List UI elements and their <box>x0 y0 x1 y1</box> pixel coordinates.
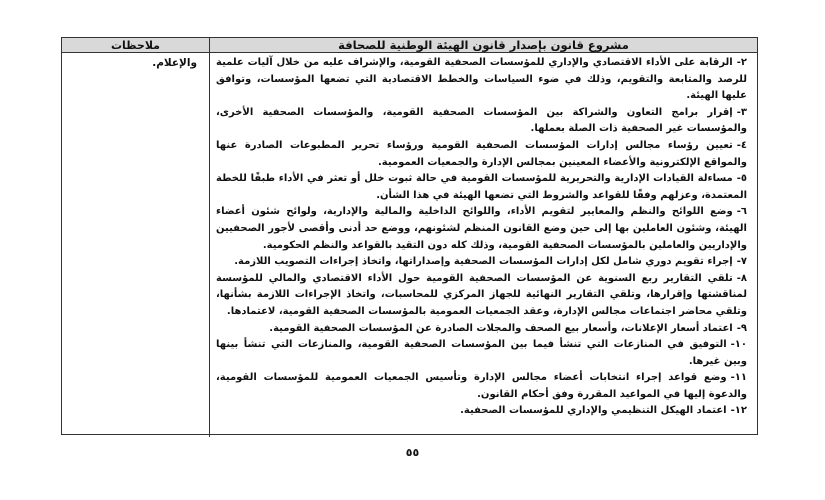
list-item <box>216 271 747 321</box>
item-number: ٤- <box>736 139 747 151</box>
document-table <box>61 37 758 435</box>
list-item <box>216 403 747 420</box>
list-item <box>216 204 747 254</box>
list-item <box>216 138 747 171</box>
item-number: ٧- <box>736 256 747 268</box>
list-item <box>216 370 747 403</box>
item-text: إجراء تقويم دوري شامل لكل إدارات المؤسسات الصحفية وإصداراتها، واتخاذ إجراءات التصويب اللازمة. <box>234 256 733 268</box>
notes-column-header: ملاحظات <box>62 38 210 52</box>
item-number: ١١- <box>730 372 747 384</box>
item-text: الرقابة على الأداء الاقتصادي والإداري للمؤسسات الصحفية القومية، والإشراف عليه من خلال آليات علمية للرصد والمتابعة والتقويم، وذلك في ضوء السياسات والخطط الاقتصادية التي تضعها المؤسسات، وتوافق عليها الهيئة. <box>216 57 747 102</box>
list-item <box>216 254 747 271</box>
item-number: ٢- <box>736 57 747 68</box>
item-text: وضع اللوائح والنظم والمعايير لتقويم الأداء، واللوائح الداخلية والمالية والإدارية، ولوائح شئون أعضاء الهيئة، وشئون العاملين بها إلى حين وضع القانون المنظم لشئونهم، ووضع حد أدنى وأقصى لأجور الصحفيين والإداريين والعاملين بالمؤسسات الصحفية القومية، وذلك كله دون التقيد بالقواعد والنظم الحكومية. <box>216 206 747 251</box>
item-text: تعيين رؤساء مجالس إدارات المؤسسات الصحفية القومية ورؤساء تحرير المطبوعات الصادرة عنها والمواقع الإلكترونية والأعضاء المعينين بمجالس الإدارة والجمعيات العمومية. <box>216 139 747 168</box>
item-number: ٣- <box>736 106 747 118</box>
item-text: اعتماد الهيكل التنظيمي والإداري للمؤسسات الصحفية. <box>460 405 727 417</box>
item-number: ٦- <box>736 206 747 218</box>
item-text: التوفيق في المنازعات التي تنشأ فيما بين المؤسسات الصحفية القومية، والمنازعات التي تنشأ بينها وبين غيرها. <box>216 339 747 367</box>
item-text: اعتماد أسعار الإعلانات، وأسعار بيع الصحف والمجلات الصادرة عن المؤسسات الصحفية القومية. <box>269 322 733 334</box>
list-item <box>216 171 747 204</box>
item-text: إقرار برامج التعاون والشراكة بين المؤسسات الصحفية القومية، والمؤسسات الصحفية الأخرى، والمؤسسات غير الصحفية ذات الصلة بعملها. <box>216 106 747 135</box>
list-item <box>216 321 747 338</box>
item-number: ١٠- <box>730 339 747 351</box>
list-item <box>216 55 747 105</box>
notes-cell: والإعلام. <box>62 53 210 437</box>
item-number: ٥- <box>736 173 747 185</box>
item-text: وضع قواعد إجراء انتخابات أعضاء مجالس الإدارة وتأسيس الجمعيات العمومية للمؤسسات القومية، والدعوة إليها في المواعيد المقررة وفق أحكام القانون. <box>216 372 747 400</box>
table-header-row <box>62 38 757 53</box>
item-number: ١٢- <box>730 405 747 417</box>
main-content-cell <box>210 53 757 437</box>
item-number: ٩- <box>736 322 747 334</box>
item-text: مساءلة القيادات الإدارية والتحريرية للمؤسسات القومية في حالة ثبوت خلل أو تعثر في الأداء طبقًا للخطة المعتمدة، وعزلهم وفقًا للقواعد والشروط التي تضعها الهيئة في هذا الشأن. <box>216 173 747 201</box>
item-text: تلقي التقارير ربع السنوية عن المؤسسات الصحفية القومية حول الأداء الاقتصادي والمالي للمؤسسة لمناقشتها وإقرارها، وتلقي التقارير النهائية للجهاز المركزي للمحاسبات، واتخاذ الإجراءات اللازمة بشأنها، وتلقي محاضر اجتماعات مجالس الإدارة، وعقد الجمعيات العمومية بالمؤسسات الصحفية القومية، لاعتمادها. <box>216 272 747 317</box>
page-number: ٥٥ <box>405 446 420 459</box>
item-number: ٨- <box>736 272 747 284</box>
list-item <box>216 337 747 370</box>
table-body-row <box>62 53 757 437</box>
main-column-header: مشروع قانون بإصدار قانون الهيئة الوطنية للصحافة <box>338 38 629 52</box>
list-item <box>216 105 747 138</box>
list-item <box>216 420 747 437</box>
